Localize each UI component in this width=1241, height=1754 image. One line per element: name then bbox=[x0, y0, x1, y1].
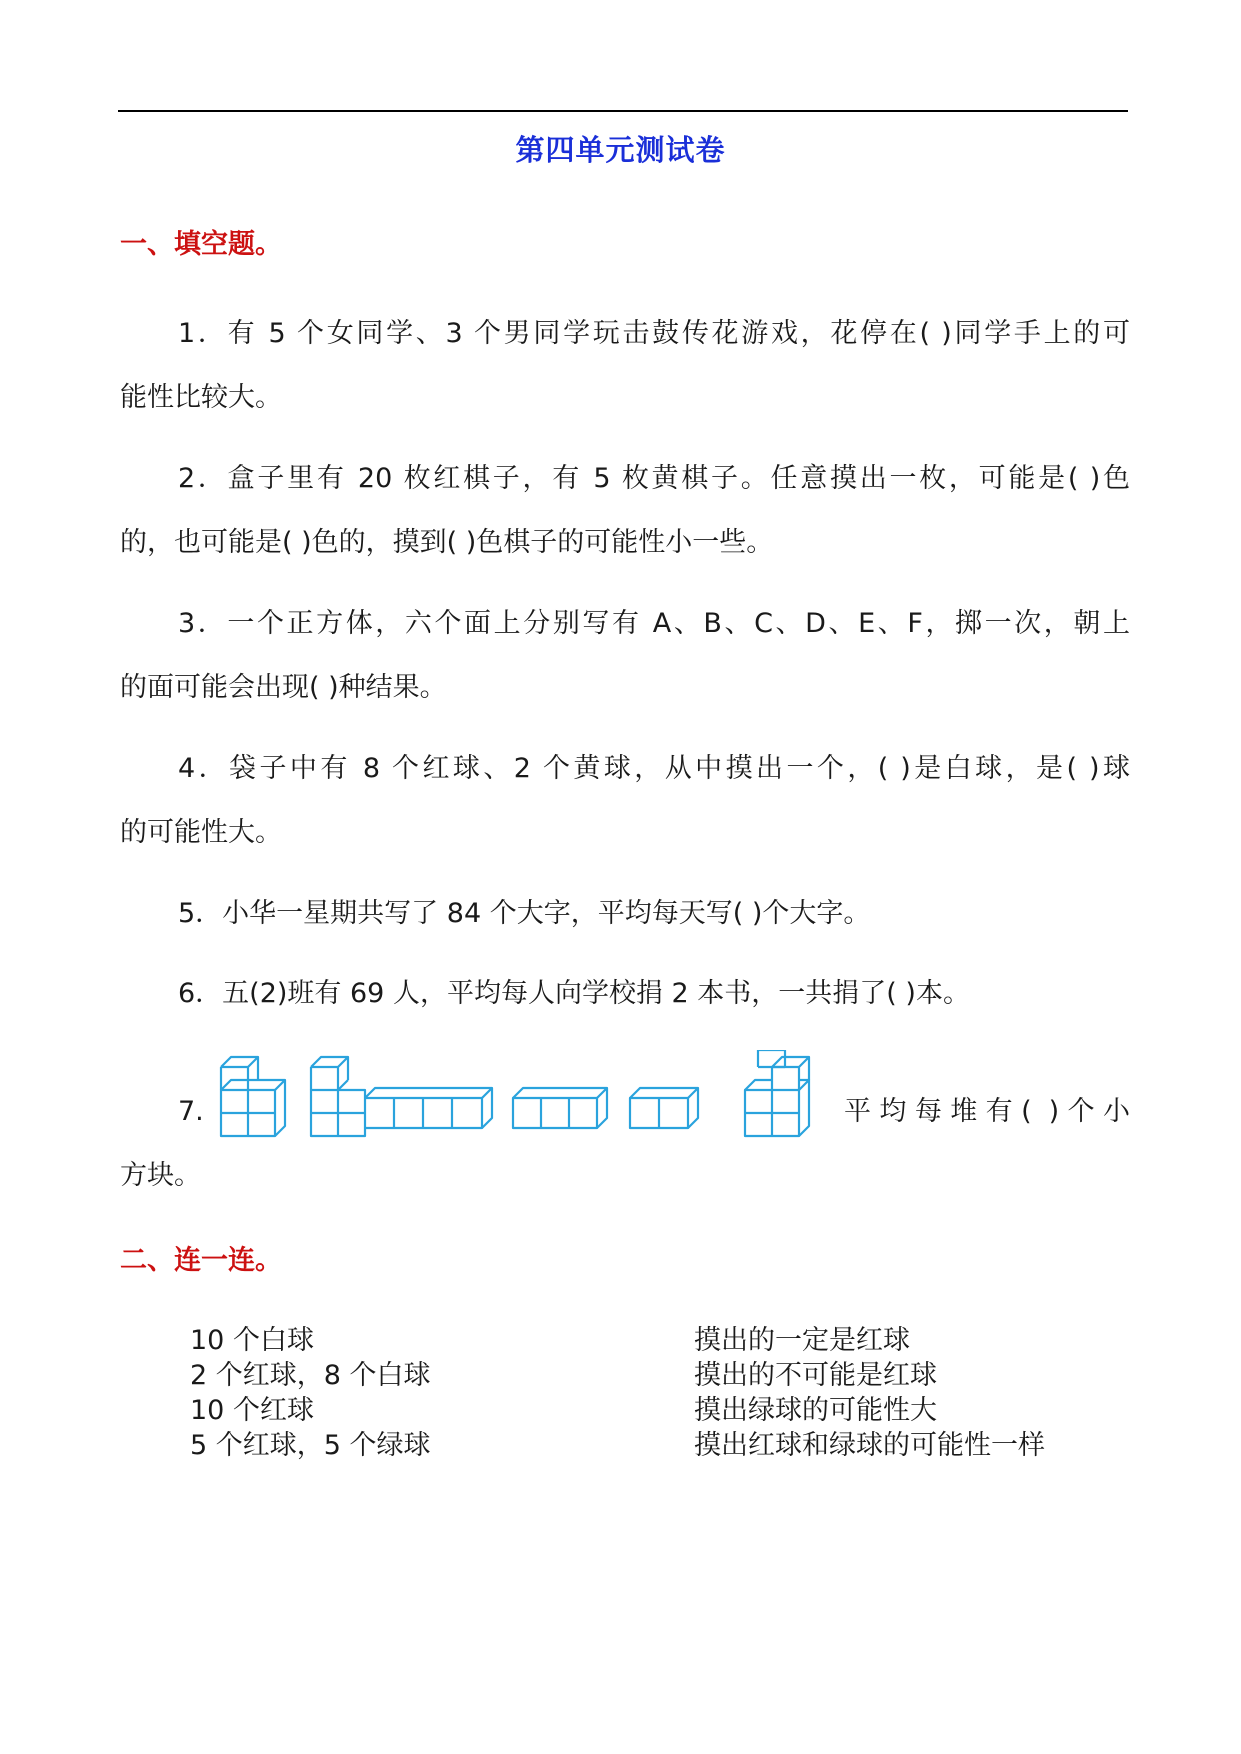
match-right-item-2[interactable]: 摸出的不可能是红球 bbox=[694, 1360, 937, 1391]
cube-stack-2 bbox=[311, 1057, 492, 1136]
cube-stack-5 bbox=[745, 1050, 809, 1136]
question-7-tail: 平均每堆有( )个小 bbox=[844, 1096, 1130, 1127]
match-left-item-3[interactable]: 10 个红球 bbox=[190, 1395, 314, 1426]
match-left-item-4[interactable]: 5 个红球，5 个绿球 bbox=[190, 1430, 431, 1461]
question-3-line-2: 的面可能会出现( )种结果。 bbox=[120, 672, 447, 703]
question-7-line-2: 方块。 bbox=[120, 1160, 201, 1191]
question-4-line-2: 的可能性大。 bbox=[120, 817, 282, 848]
question-5: 5．小华一星期共写了 84 个大字，平均每天写( )个大字。 bbox=[178, 898, 871, 929]
question-1-line-1: 1．有 5 个女同学、3 个男同学玩击鼓传花游戏，花停在( )同学手上的可 bbox=[178, 318, 1130, 349]
match-left-item-1[interactable]: 10 个白球 bbox=[190, 1325, 314, 1356]
match-right-item-4[interactable]: 摸出红球和绿球的可能性一样 bbox=[694, 1430, 1045, 1461]
question-1-line-2: 能性比较大。 bbox=[120, 382, 282, 413]
question-2-line-2: 的，也可能是( )色的，摸到( )色棋子的可能性小一些。 bbox=[120, 527, 774, 558]
section-matching-heading: 二、连一连。 bbox=[120, 1245, 282, 1276]
section-fill-in-heading: 一、填空题。 bbox=[120, 229, 282, 260]
match-left-item-2[interactable]: 2 个红球，8 个白球 bbox=[190, 1360, 431, 1391]
page-title: 第四单元测试卷 bbox=[515, 133, 726, 167]
cube-stack-4 bbox=[630, 1088, 698, 1128]
question-7-num: 7. bbox=[178, 1096, 204, 1127]
match-right-item-3[interactable]: 摸出绿球的可能性大 bbox=[694, 1395, 937, 1426]
cube-stacks-figure bbox=[215, 1050, 855, 1140]
cube-stack-1 bbox=[221, 1057, 285, 1136]
question-3-line-1: 3．一个正方体，六个面上分别写有 A、B、C、D、E、F，掷一次，朝上 bbox=[178, 608, 1130, 639]
question-4-line-1: 4．袋子中有 8 个红球、2 个黄球，从中摸出一个，( )是白球，是( )球 bbox=[178, 753, 1130, 784]
question-2-line-1: 2．盒子里有 20 枚红棋子，有 5 枚黄棋子。任意摸出一枚，可能是( )色 bbox=[178, 463, 1130, 494]
question-6: 6．五(2)班有 69 人，平均每人向学校捐 2 本书，一共捐了( )本。 bbox=[178, 978, 970, 1009]
top-rule bbox=[118, 110, 1128, 112]
cube-stack-3 bbox=[513, 1088, 607, 1128]
match-right-item-1[interactable]: 摸出的一定是红球 bbox=[694, 1325, 910, 1356]
